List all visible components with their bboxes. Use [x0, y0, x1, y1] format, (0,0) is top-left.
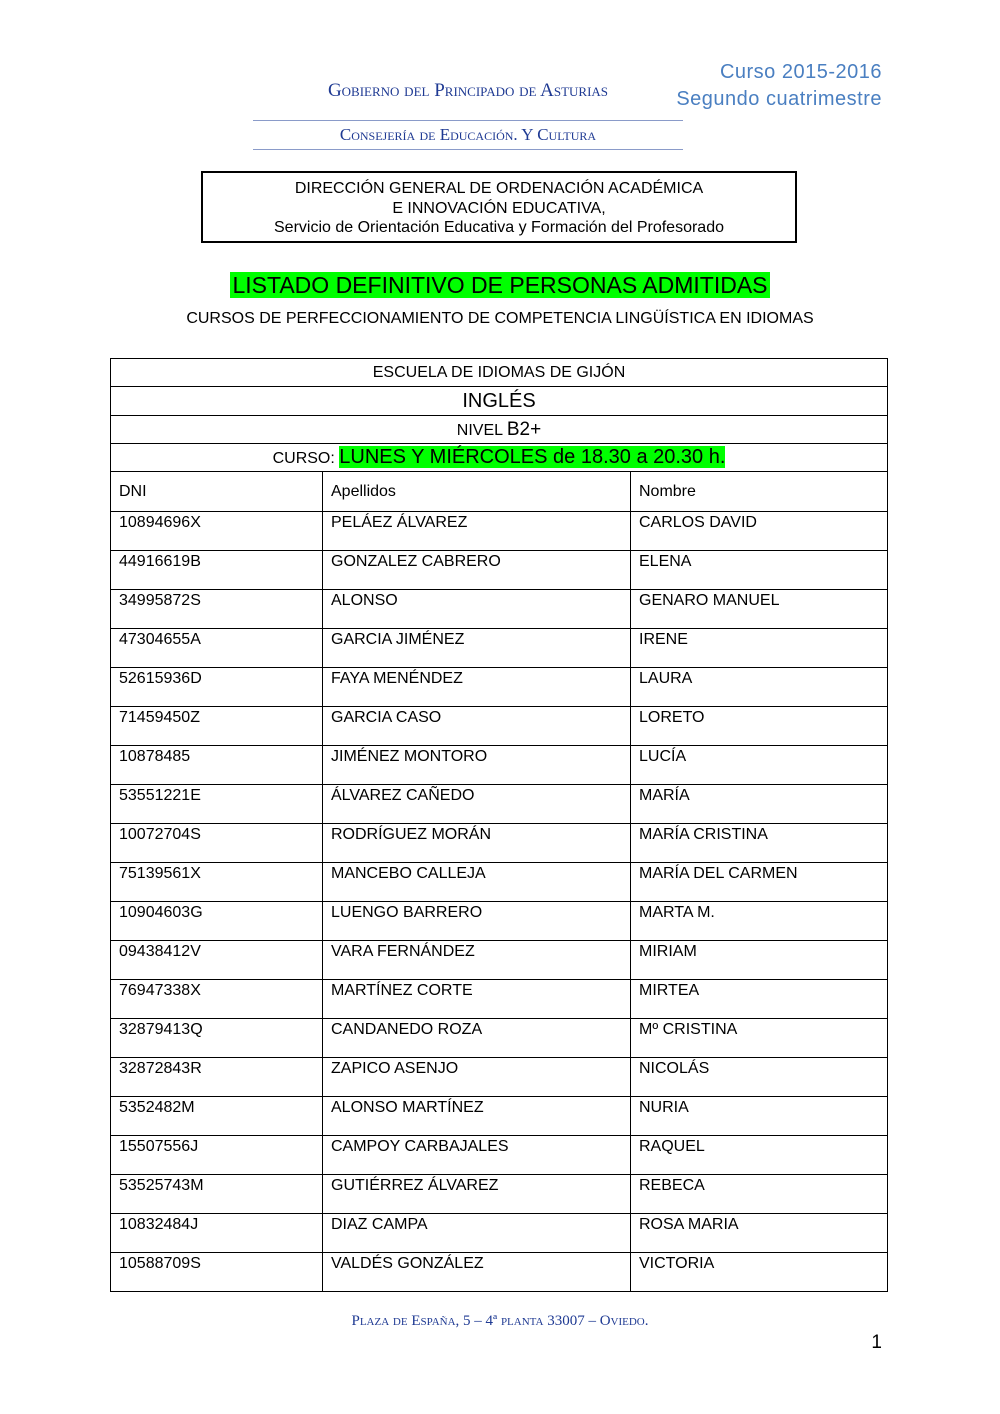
name-cell: NICOLÁS [631, 1058, 888, 1097]
name-cell: MARÍA CRISTINA [631, 824, 888, 863]
surname-cell: FAYA MENÉNDEZ [323, 668, 631, 707]
surname-cell: ÁLVAREZ CAÑEDO [323, 785, 631, 824]
admitted-table [110, 358, 888, 1292]
table-row [111, 824, 888, 863]
surname-cell: DIAZ CAMPA [323, 1214, 631, 1253]
name-cell: GENARO MANUEL [631, 590, 888, 629]
surname-cell: ALONSO [323, 590, 631, 629]
name-cell: LAURA [631, 668, 888, 707]
government-header: Gobierno del Principado de Asturias [327, 80, 609, 101]
table-row [111, 902, 888, 941]
surname-cell: MARTÍNEZ CORTE [323, 980, 631, 1019]
dni-cell: 32879413Q [111, 1019, 323, 1058]
box-line: Servicio de Orientación Educativa y Formación del Profesorado [274, 219, 724, 236]
level-cell [111, 416, 888, 444]
consejeria-header: Consejería de Educación. Y Cultura [339, 125, 597, 144]
surname-cell: VARA FERNÁNDEZ [323, 941, 631, 980]
dni-cell: 44916619B [111, 551, 323, 590]
title-text: LISTADO DEFINITIVO DE PERSONAS ADMITIDAS [232, 272, 768, 298]
language-cell: INGLÉS [111, 387, 888, 416]
name-cell: VICTORIA [631, 1253, 888, 1292]
surname-cell: ALONSO MARTÍNEZ [323, 1097, 631, 1136]
table-row [111, 941, 888, 980]
name-cell: MIRTEA [631, 980, 888, 1019]
document-subtitle: CURSOS DE PERFECCIONAMIENTO DE COMPETENCIA LINGÜÍSTICA EN IDIOMAS [186, 310, 814, 327]
direction-box [201, 171, 797, 243]
table-row [111, 551, 888, 590]
name-cell: MIRIAM [631, 941, 888, 980]
name-cell: NURIA [631, 1097, 888, 1136]
box-line: DIRECCIÓN GENERAL DE ORDENACIÓN ACADÉMICA [294, 180, 704, 197]
divider [253, 120, 683, 121]
name-cell: ROSA MARIA [631, 1214, 888, 1253]
table-row [111, 1097, 888, 1136]
dni-cell: 09438412V [111, 941, 323, 980]
semester: Segundo cuatrimestre [676, 88, 882, 110]
surname-cell: PELÁEZ ÁLVAREZ [323, 512, 631, 551]
table-row [111, 785, 888, 824]
level-value: B2+ [506, 418, 542, 440]
surname-cell: GARCIA CASO [323, 707, 631, 746]
dni-cell: 47304655A [111, 629, 323, 668]
surname-cell: CANDANEDO ROZA [323, 1019, 631, 1058]
surname-cell: CAMPOY CARBAJALES [323, 1136, 631, 1175]
school-cell: ESCUELA DE IDIOMAS DE GIJÓN [111, 359, 888, 387]
dni-cell: 32872843R [111, 1058, 323, 1097]
surname-cell: GUTIÉRREZ ÁLVAREZ [323, 1175, 631, 1214]
table-row [111, 707, 888, 746]
name-cell: MARÍA [631, 785, 888, 824]
dni-cell: 10832484J [111, 1214, 323, 1253]
name-cell: Mº CRISTINA [631, 1019, 888, 1058]
table-row [111, 746, 888, 785]
table-row [111, 1136, 888, 1175]
dni-cell: 10878485 [111, 746, 323, 785]
table-row [111, 1058, 888, 1097]
surname-cell: VALDÉS GONZÁLEZ [323, 1253, 631, 1292]
surname-cell: GONZALEZ CABRERO [323, 551, 631, 590]
dni-cell: 76947338X [111, 980, 323, 1019]
table-row [111, 1175, 888, 1214]
table-row [111, 1019, 888, 1058]
name-cell: LORETO [631, 707, 888, 746]
table-row [111, 863, 888, 902]
footer-address: Plaza de España, 5 – 4ª planta 33007 – Oviedo. [351, 1313, 649, 1329]
dni-cell: 34995872S [111, 590, 323, 629]
box-line: E INNOVACIÓN EDUCATIVA, [392, 199, 606, 217]
column-header: Apellidos [323, 472, 631, 512]
schedule-cell [111, 444, 888, 472]
table-row [111, 980, 888, 1019]
name-cell: RAQUEL [631, 1136, 888, 1175]
column-header: DNI [111, 472, 323, 512]
dni-cell: 75139561X [111, 863, 323, 902]
table-row [111, 668, 888, 707]
dni-cell: 53551221E [111, 785, 323, 824]
name-cell: IRENE [631, 629, 888, 668]
schedule-label: CURSO: [272, 450, 335, 467]
surname-cell: LUENGO BARRERO [323, 902, 631, 941]
dni-cell: 52615936D [111, 668, 323, 707]
dni-cell: 5352482M [111, 1097, 323, 1136]
table-row [111, 512, 888, 551]
course-year: Curso 2015-2016 [719, 61, 882, 83]
dni-cell: 15507556J [111, 1136, 323, 1175]
dni-cell: 10072704S [111, 824, 323, 863]
name-cell: ELENA [631, 551, 888, 590]
surname-cell: GARCIA JIMÉNEZ [323, 629, 631, 668]
level-label: NIVEL [456, 421, 503, 439]
table-row [111, 629, 888, 668]
surname-cell: ZAPICO ASENJO [323, 1058, 631, 1097]
document-title [0, 272, 1000, 299]
divider [253, 149, 683, 150]
table-row [111, 590, 888, 629]
surname-cell: JIMÉNEZ MONTORO [323, 746, 631, 785]
surname-cell: MANCEBO CALLEJA [323, 863, 631, 902]
name-cell: MARTA M. [631, 902, 888, 941]
name-cell: REBECA [631, 1175, 888, 1214]
schedule-value: LUNES Y MIÉRCOLES de 18.30 a 20.30 h. [339, 446, 726, 468]
name-cell: CARLOS DAVID [631, 512, 888, 551]
column-header: Nombre [631, 472, 888, 512]
dni-cell: 10904603G [111, 902, 323, 941]
dni-cell: 10588709S [111, 1253, 323, 1292]
dni-cell: 10894696X [111, 512, 323, 551]
name-cell: LUCÍA [631, 746, 888, 785]
table-row [111, 1253, 888, 1292]
surname-cell: RODRÍGUEZ MORÁN [323, 824, 631, 863]
page-number: 1 [871, 1332, 882, 1353]
dni-cell: 53525743M [111, 1175, 323, 1214]
table-row [111, 1214, 888, 1253]
name-cell: MARÍA DEL CARMEN [631, 863, 888, 902]
dni-cell: 71459450Z [111, 707, 323, 746]
